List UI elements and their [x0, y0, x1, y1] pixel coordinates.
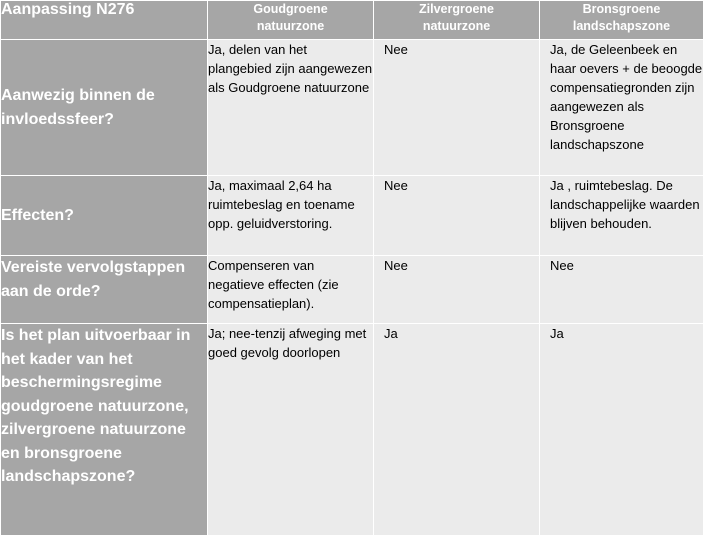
row-label-invloedssfeer: Aanwezig binnen de invloedssfeer?: [1, 40, 208, 176]
cell-goudgroene: Compenseren van negatieve effecten (zie compensatieplan).: [208, 256, 374, 324]
column-header-zilvergroene: Zilvergroene natuurzone: [374, 1, 540, 40]
row-label-uitvoerbaarheid: Is het plan uitvoerbaar in het kader van het beschermingsregime goudgroene natuurzone, zilvergroene natuurzone en bronsgroene landschapszone?: [1, 324, 208, 536]
cell-bronsgroene: Ja: [540, 324, 703, 536]
cell-zilvergroene: Nee: [374, 176, 540, 256]
header-row: [1, 1, 703, 40]
table-row: [1, 256, 703, 324]
cell-goudgroene: Ja, delen van het plangebied zijn aangewezen als Goudgroene natuurzone: [208, 40, 374, 176]
cell-bronsgroene: Ja, de Geleenbeek en haar oevers + de beoogde compensatiegronden zijn aangewezen als Bronsgroene landschapszone: [540, 40, 703, 176]
cell-zilvergroene: Ja: [374, 324, 540, 536]
column-header-bronsgroene: Bronsgroene landschapszone: [540, 1, 703, 40]
table-row: [1, 40, 703, 176]
corner-header: Aanpassing N276: [1, 1, 208, 40]
cell-goudgroene: Ja; nee-tenzij afweging met goed gevolg doorlopen: [208, 324, 374, 536]
cell-bronsgroene: Nee: [540, 256, 703, 324]
row-label-effecten: Effecten?: [1, 176, 208, 256]
cell-bronsgroene: Ja , ruimtebeslag. De landschappelijke waarden blijven behouden.: [540, 176, 703, 256]
table-row: [1, 324, 703, 536]
cell-zilvergroene: Nee: [374, 40, 540, 176]
cell-goudgroene: Ja, maximaal 2,64 ha ruimtebeslag en toename opp. geluidverstoring.: [208, 176, 374, 256]
column-header-goudgroene: Goudgroene natuurzone: [208, 1, 374, 40]
table-row: [1, 176, 703, 256]
row-label-vervolgstappen: Vereiste vervolgstappen aan de orde?: [1, 256, 208, 324]
cell-zilvergroene: Nee: [374, 256, 540, 324]
